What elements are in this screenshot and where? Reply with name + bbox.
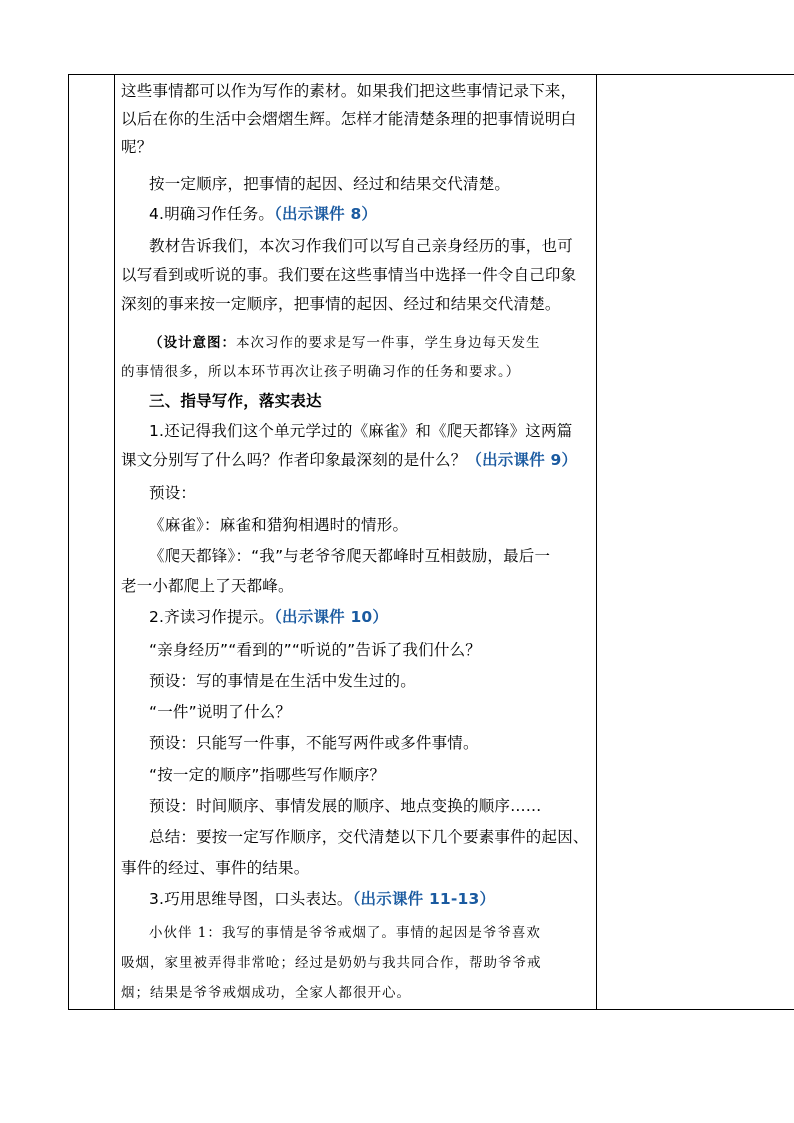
step-heading: [149, 605, 388, 627]
table-divider-left: [114, 75, 115, 1009]
courseware-ref: （出示课件 11-13）: [352, 890, 496, 908]
text-line: 按一定顺序，把事情的起因、经过和结果交代清楚。: [149, 175, 511, 193]
text-line: 《爬天都锋》：“我”与老爷爷爬天都峰时互相鼓励，最后一: [149, 547, 551, 565]
courseware-ref: （出示课件 8）: [274, 205, 378, 223]
text-line: [121, 448, 577, 470]
text-line: “亲身经历”“看到的”“听说的”告诉了我们什么？: [149, 641, 481, 659]
text-line: 预设：只能写一件事，不能写两件或多件事情。: [149, 734, 479, 752]
step-text: 课文分别写了什么吗？作者印象最深刻的是什么？: [121, 451, 467, 469]
text-line: 深刻的事来按一定顺序，把事情的起因、经过和结果交代清楚。: [121, 295, 561, 313]
step-text: 3.巧用思维导图，口头表达。: [149, 890, 353, 908]
text-line: 烟；结果是爷爷戒烟成功，全家人都很开心。: [121, 985, 411, 1001]
step-text: 2.齐读习作提示。: [149, 608, 275, 626]
step-text: 4.明确习作任务。: [149, 205, 275, 223]
text-line: 1.还记得我们这个单元学过的《麻雀》和《爬天都锋》这两篇: [149, 422, 573, 440]
text-line: 的事情很多，所以本环节再次让孩子明确习作的任务和要求。）: [121, 364, 521, 380]
text-line: “一件”说明了什么？: [149, 703, 292, 721]
design-label: （设计意图：: [149, 335, 236, 351]
step-heading: [149, 887, 495, 909]
text-line: 《麻雀》：麻雀和猎狗相遇时的情形。: [149, 516, 409, 534]
text-line: 老一小都爬上了天都峰。: [121, 577, 294, 595]
step-heading: [149, 202, 377, 224]
courseware-ref: （出示课件 10）: [274, 608, 389, 626]
text-line: 总结：要按一定写作顺序，交代清楚以下几个要素事件的起因、: [149, 828, 589, 846]
text-line: 这些事情都可以作为写作的素材。如果我们把这些事情记录下来，: [121, 82, 577, 100]
design-text: 本次习作的要求是写一件事，学生身边每天发生: [236, 335, 541, 351]
text-line: 吸烟，家里被弄得非常呛；经过是奶奶与我共同合作，帮助爷爷戒: [121, 955, 542, 971]
text-line: 预设：: [149, 484, 197, 502]
text-line: 预设：时间顺序、事情发展的顺序、地点变换的顺序……: [149, 797, 542, 815]
text-line: 以后在你的生活中会熠熠生辉。怎样才能清楚条理的把事情说明白: [121, 110, 577, 128]
table-divider-right: [596, 75, 597, 1009]
section-heading: 三、指导写作，落实表达: [149, 392, 322, 410]
design-intent: [149, 331, 541, 351]
text-line: 以写看到或听说的事。我们要在这些事情当中选择一件令自己印象: [121, 266, 577, 284]
text-line: 教材告诉我们，本次习作我们可以写自己亲身经历的事，也可: [149, 237, 573, 255]
courseware-ref: （出示课件 9）: [466, 451, 578, 469]
text-line: 小伙伴 1：我写的事情是爷爷戒烟了。事情的起因是爷爷喜欢: [149, 925, 541, 941]
text-line: 呢？: [121, 138, 153, 156]
text-line: 预设：写的事情是在生活中发生过的。: [149, 672, 416, 690]
lesson-table: [68, 74, 794, 1010]
text-line: 事件的经过、事件的结果。: [121, 859, 310, 877]
text-line: “按一定的顺序”指哪些写作顺序？: [149, 766, 386, 784]
